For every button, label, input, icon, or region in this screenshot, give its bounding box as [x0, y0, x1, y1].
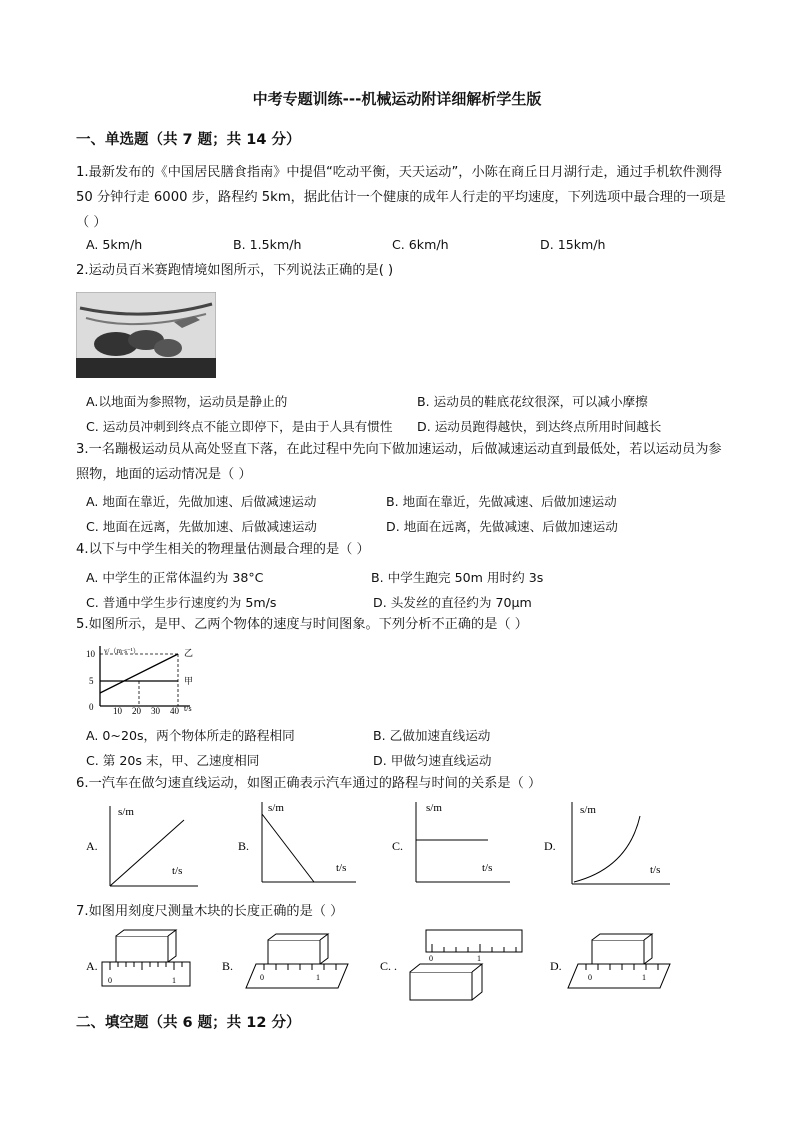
- q7b-one: 1: [316, 973, 320, 982]
- q7-rulers: [80, 928, 680, 1004]
- q1-option-d: D. 15km/h: [540, 237, 606, 252]
- label-yi: 乙: [184, 648, 194, 658]
- q7d-one: 1: [642, 973, 646, 982]
- q6-label-c: C.: [392, 839, 404, 853]
- vt-xtick-30: 30: [151, 706, 160, 714]
- q7c-ruler: [426, 930, 522, 952]
- q7-label-c: C. .: [380, 959, 398, 973]
- sprint-photo: [76, 292, 216, 378]
- q3-option-b: B. 地面在靠近，先做减速、后做加速运动: [386, 494, 617, 509]
- question-1-stem: 1.最新发布的《中国居民膳食指南》中提倡“吃动平衡，天天运动”，小陈在商丘日月湖行走，通过手机软件测得 50 分钟行走 6000 步，路程约 5km，据此估计一个健康的成年人行走的平均速度，下列选项中最合理的一项是（ ）: [76, 165, 726, 230]
- question-4-stem: 4.以下与中学生相关的物理量估测最合理的是（ ）: [76, 542, 370, 557]
- vt-xtick-20: 20: [132, 706, 141, 714]
- q6a-xlabel: t/s: [172, 865, 183, 877]
- q2-option-c: C. 运动员冲刺到终点不能立即停下，是由于人具有惯性: [86, 419, 393, 434]
- q5-option-c: C. 第 20s 末，甲、乙速度相同: [86, 753, 260, 768]
- q7d-block: [592, 940, 644, 964]
- section-heading-single-choice: 一、单选题（共 7 题；共 14 分）: [76, 132, 301, 148]
- q7-label-a: A.: [86, 959, 98, 973]
- q6c-ylabel: s/m: [426, 802, 442, 814]
- question-6-stem: 6.一汽车在做匀速直线运动，如图正确表示汽车通过的路程与时间的关系是（ ）: [76, 776, 542, 791]
- q5-option-a: A. 0~20s，两个物体所走的路程相同: [86, 728, 295, 743]
- vt-ytick-0: 0: [89, 702, 94, 712]
- q7b-zero: 0: [260, 973, 264, 982]
- vt-ylabel: v/（m·s⁻¹）: [104, 647, 140, 655]
- q5-option-b: B. 乙做加速直线运动: [373, 728, 491, 743]
- q7b-block: [268, 940, 320, 964]
- label-jia: 甲: [184, 676, 194, 686]
- page-title: 中考专题训练---机械运动附详细解析学生版: [252, 90, 542, 108]
- q6b-line: [262, 814, 314, 882]
- section-heading-fill-in: 二、填空题（共 6 题；共 12 分）: [76, 1015, 301, 1031]
- vt-xtick-40: 40: [170, 706, 179, 714]
- q7a-zero: 0: [108, 976, 112, 985]
- vt-xtick-10: 10: [113, 706, 122, 714]
- q7-label-b: B.: [222, 959, 234, 973]
- q7c-one: 1: [477, 954, 481, 963]
- q7c-zero: 0: [429, 954, 433, 963]
- q6d-ylabel: s/m: [580, 804, 596, 816]
- vt-xlabel: t/s: [184, 704, 192, 713]
- q2-option-b: B. 运动员的鞋底花纹很深，可以减小摩擦: [417, 394, 648, 409]
- q5-option-d: D. 甲做匀速直线运动: [373, 753, 492, 768]
- q6-label-a: A.: [86, 839, 98, 853]
- q3-option-a: A. 地面在靠近，先做加速、后做减速运动: [86, 494, 317, 509]
- q6a-ylabel: s/m: [118, 806, 134, 818]
- q7-label-d: D.: [550, 959, 562, 973]
- q7d-ruler: [568, 964, 670, 988]
- q3-option-c: C. 地面在远离，先做加速、后做减速运动: [86, 519, 317, 534]
- q2-option-a: A.以地面为参照物，运动员是静止的: [86, 394, 288, 409]
- q4-option-d: D. 头发丝的直径约为 70μm: [373, 595, 532, 610]
- q6-label-d: D.: [544, 839, 556, 853]
- q6-label-b: B.: [238, 839, 250, 853]
- q4-option-b: B. 中学生跑完 50m 用时约 3s: [371, 570, 544, 585]
- q1-option-c: C. 6km/h: [392, 237, 449, 252]
- q6-graphs: [80, 798, 680, 894]
- q4-option-a: A. 中学生的正常体温约为 38°C: [86, 570, 264, 585]
- q1-option-a: A. 5km/h: [86, 237, 143, 252]
- q6d-xlabel: t/s: [650, 864, 661, 876]
- q4-option-c: C. 普通中学生步行速度约为 5m/s: [86, 595, 277, 610]
- vt-ytick-10: 10: [86, 649, 95, 659]
- question-3-stem: 3.一名蹦极运动员从高处竖直下落，在此过程中先向下做加速运动，后做减速运动直到最低处，若以运动员为参照物，地面的运动情况是（ ）: [76, 442, 722, 482]
- q3-option-d: D. 地面在远离，先做减速、后做加速运动: [386, 519, 618, 534]
- q7d-zero: 0: [588, 973, 592, 982]
- question-2-stem: 2.运动员百米赛跑情境如图所示，下列说法正确的是( ): [76, 263, 394, 278]
- q7a-ruler: [102, 962, 190, 986]
- q6b-ylabel: s/m: [268, 802, 284, 814]
- q2-option-d: D. 运动员跑得越快，到达终点所用时间越长: [417, 419, 662, 434]
- q6b-xlabel: t/s: [336, 862, 347, 874]
- q7c-block: [410, 972, 472, 1000]
- q1-option-b: B. 1.5km/h: [233, 237, 302, 252]
- vt-ytick-5: 5: [89, 676, 94, 686]
- velocity-time-graph: [80, 642, 200, 714]
- question-5-stem: 5.如图所示，是甲、乙两个物体的速度与时间图象。下列分析不正确的是（ ）: [76, 617, 528, 632]
- q6d-curve: [574, 816, 640, 882]
- q7a-one: 1: [172, 976, 176, 985]
- q6c-xlabel: t/s: [482, 862, 493, 874]
- question-7-stem: 7.如图用刻度尺测量木块的长度正确的是（ ）: [76, 904, 344, 919]
- q7a-block: [116, 936, 168, 962]
